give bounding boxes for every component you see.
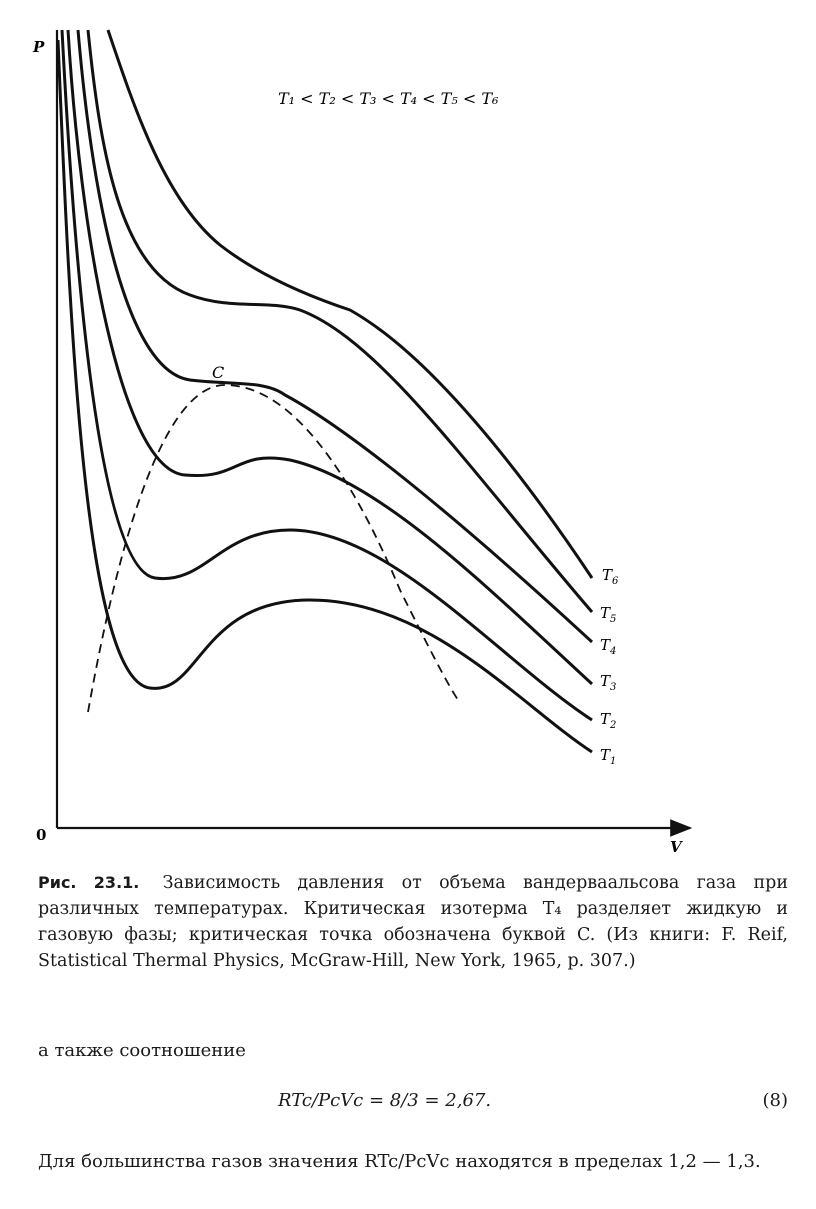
isotherm-t1 (58, 40, 592, 752)
curve-label-t5: $T_5$ (600, 604, 617, 625)
equation-8 (38, 1090, 788, 1120)
equation-body: RTc/PcVc = 8/3 = 2,67. (278, 1090, 492, 1111)
isotherm-t4 (78, 30, 592, 642)
v-axis-label: V (670, 838, 682, 856)
paragraph-range: Для большинства газов значения RTc/PcVc находятся в пределах 1,2 — 1,3. (38, 1151, 761, 1172)
curve-label-t4: $T_4$ (600, 636, 617, 657)
p-axis-label: P (33, 38, 45, 56)
curve-label-t1: $T_1$ (600, 746, 617, 767)
critical-point-label: C (212, 363, 225, 382)
figure-caption (38, 870, 788, 974)
isotherm-t2 (62, 30, 592, 720)
curve-label-t6: $T_6$ (602, 566, 619, 587)
isotherm-t3 (68, 30, 592, 684)
equation-number: (8) (762, 1090, 788, 1111)
temperature-order-label: T₁ < T₂ < T₃ < T₄ < T₅ < T₆ (278, 89, 499, 108)
curve-label-t3: $T_3$ (600, 672, 617, 693)
origin-label: 0 (36, 826, 47, 844)
figure-caption-text: Зависимость давления от объема вандерваальсова газа при различных температурах. Критическая изотерма T₄ разделяет жидкую и газовую фазы; критическая точка обозначена буквой C. (Из книги: F. Reif, Statistical Thermal Physics, McGraw-Hill, New York, 1965, p. 307.) (38, 873, 788, 971)
isotherm-t6 (108, 30, 592, 578)
curve-label-t2: $T_2$ (600, 710, 617, 731)
paragraph-intro: а также соотношение (38, 1040, 246, 1061)
figure-caption-label: Рис. 23.1. (38, 873, 140, 892)
isotherm-t5 (88, 30, 592, 612)
